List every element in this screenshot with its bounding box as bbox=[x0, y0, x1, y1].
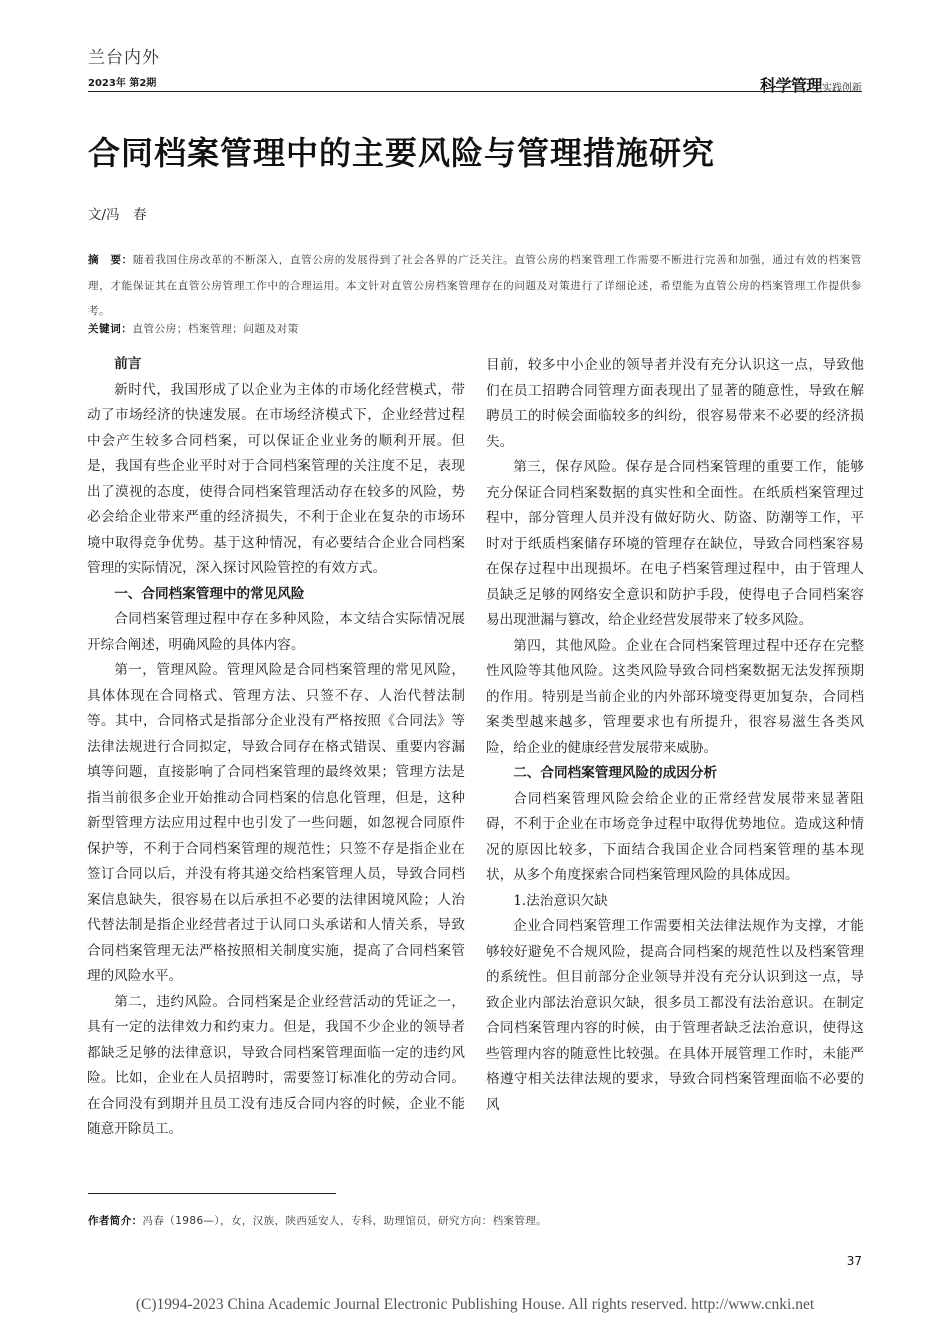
left-column bbox=[87, 352, 465, 1143]
header-rule bbox=[88, 91, 862, 92]
body-paragraph: 合同档案管理过程中存在多种风险，本文结合实际情况展开综合阐述，明确风险的具体内容。 bbox=[87, 611, 465, 653]
column-name: 兰台内外 bbox=[88, 48, 160, 68]
section-heading: 前言 bbox=[114, 356, 142, 372]
keywords-label: 关键词： bbox=[88, 323, 133, 335]
subsection-heading: 1.法治意识欠缺 bbox=[513, 892, 608, 909]
body-paragraph: 第三，保存风险。保存是合同档案管理的重要工作，能够充分保证合同档案数据的真实性和全面性。在纸质档案管理过程中，部分管理人员并没有做好防火、防盗、防潮等工作，平时对于纸质档案储存环境的管理存在缺位，导致合同档案容易在保存过程中出现损坏。在电子档案管理过程中，由于管理人员缺乏足够的网络安全意识和防护手段，使得电子合同档案容易出现泄漏与篡改，给企业经营发展带来了较多风险。 bbox=[486, 459, 864, 628]
body-paragraph: 第一，管理风险。管理风险是合同档案管理的常见风险，具体体现在合同格式、管理方法、只签不存、人治代替法制等。其中，合同格式是指部分企业没有严格按照《合同法》等法律法规进行合同拟定，导致合同存在格式错误、重要内容漏填等问题，直接影响了合同档案管理的最终效果；管理方法是指当前很多企业开始推动合同档案的信息化管理，但是，这种新型管理方法应用过程中也引发了一些问题，如忽视合同原件保护等，不利于合同档案管理的规范性；只签不存是指企业在签订合同以后，并没有将其递交给档案管理人员，导致合同档案信息缺失，很容易在以后承担不必要的法律困境风险；人治代替法制是指企业经营者过于认同口头承诺和人情关系，导致合同档案管理无法严格按照相关制度实施，提高了合同档案管理的风险水平。 bbox=[87, 662, 465, 984]
brand-main: 科学管理 bbox=[759, 76, 822, 95]
abstract bbox=[88, 248, 862, 325]
right-column bbox=[486, 353, 864, 1118]
abstract-label: 摘 要： bbox=[88, 254, 133, 266]
body-paragraph: 企业合同档案管理工作需要相关法律法规作为支撑，才能够较好避免不合规风险，提高合同档案的规范性以及档案管理的系统性。但目前部分企业领导并没有充分认识到这一点，导致企业内部法治意识欠缺，很多员工都没有法治意识。在制定合同档案管理内容的时候，由于管理者缺乏法治意识，使得这些管理内容的随意性比较强。在具体开展管理工作时，未能严格遵守相关法律法规的要求，导致合同档案管理面临不必要的风 bbox=[486, 918, 864, 1113]
article-author: 文/冯 春 bbox=[88, 207, 147, 223]
abstract-text: 随着我国住房改革的不断深入，直管公房的发展得到了社会各界的广泛关注。直管公房的档案管理工作需要不断进行完善和加强，通过有效的档案管理，才能保证其在直管公房管理工作中的合理运用。本文针对直管公房档案管理存在的问题及对策进行了详细论述，希望能为直管公房的档案管理工作提供参考。 bbox=[88, 254, 863, 317]
body-paragraph: 目前，较多中小企业的领导者并没有充分认识这一点，导致他们在员工招聘合同管理方面表现出了显著的随意性，导致在解聘员工的时候会面临较多的纠纷，很容易带来不必要的经济损失。 bbox=[486, 357, 864, 450]
issue-label: 2023年 第2期 bbox=[88, 78, 157, 89]
footnote-rule bbox=[88, 1193, 336, 1194]
body-paragraph: 第二，违约风险。合同档案是企业经营活动的凭证之一，具有一定的法律效力和约束力。但是，我国不少企业的领导者都缺乏足够的法律意识，导致合同档案管理面临一定的违约风险。比如，企业在人员招聘时，需要签订标准化的劳动合同。在合同没有到期并且员工没有违反合同内容的时候，企业不能随意开除员工。 bbox=[87, 993, 465, 1137]
author-footnote bbox=[88, 1213, 547, 1228]
journal-brand bbox=[760, 73, 862, 96]
body-paragraph: 第四，其他风险。企业在合同档案管理过程中还存在完整性风险等其他风险。这类风险导致合同档案数据无法发挥预期的作用。特别是当前企业的内外部环境变得更加复杂，合同档案类型越来越多，管理要求也有所提升，很容易滋生各类风险，给企业的健康经营发展带来威胁。 bbox=[486, 637, 864, 756]
brand-sub: 实践创新 bbox=[822, 83, 862, 94]
body-paragraph: 合同档案管理风险会给企业的正常经营发展带来显著阻碍，不利于企业在市场竞争过程中取得优势地位。造成这种情况的原因比较多，下面结合我国企业合同档案管理的基本现状，从多个角度探索合同档案管理风险的具体成因。 bbox=[486, 790, 864, 883]
page-number: 37 bbox=[846, 1254, 862, 1268]
footnote-text: 冯春（1986—），女，汉族，陕西延安人，专科，助理馆员，研究方向：档案管理。 bbox=[142, 1215, 548, 1227]
article-title: 合同档案管理中的主要风险与管理措施研究 bbox=[88, 134, 716, 172]
keywords bbox=[88, 321, 299, 336]
body-paragraph: 新时代，我国形成了以企业为主体的市场化经营模式，带动了市场经济的快速发展。在市场经济模式下，企业经营过程中会产生较多合同档案，可以保证企业业务的顺利开展。但是，我国有些企业平时对于合同档案管理的关注度不足，表现出了漠视的态度，使得合同档案管理活动存在较多的风险，势必会给企业带来严重的经济损失，不利于企业在复杂的市场环境中取得竞争优势。基于这种情况，有必要结合企业合同档案管理的实际情况，深入探讨风险管控的有效方式。 bbox=[87, 381, 465, 576]
keywords-text: 直管公房；档案管理；问题及对策 bbox=[132, 323, 299, 335]
copyright-line: (C)1994-2023 China Academic Journal Electronic Publishing House. All rights reserved. http://www.cnki.net bbox=[135, 1296, 815, 1313]
section-heading: 二、合同档案管理风险的成因分析 bbox=[513, 765, 718, 781]
journal-header bbox=[88, 48, 160, 89]
footnote-label: 作者简介： bbox=[88, 1215, 143, 1227]
section-heading: 一、合同档案管理中的常见风险 bbox=[114, 585, 305, 602]
